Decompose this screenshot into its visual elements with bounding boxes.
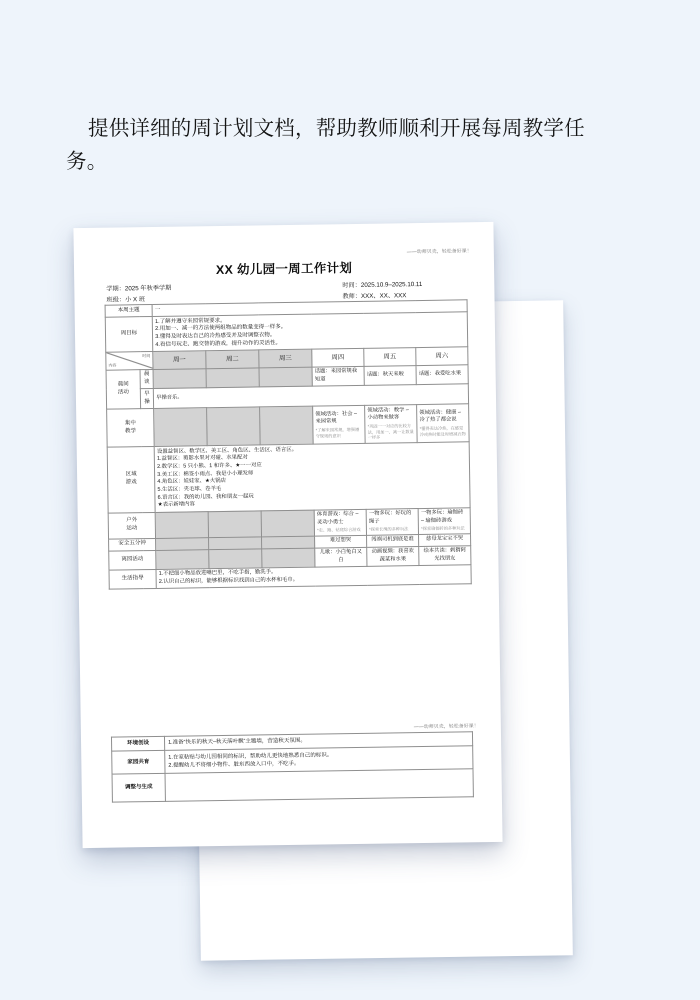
safety-label: 安全五分钟 xyxy=(109,538,156,551)
teaching-wed xyxy=(260,406,314,445)
home-coop-item: 1.在家粘贴与幼儿园相同的标识，帮助幼儿更快地熟悉自己的标识。 xyxy=(168,752,333,761)
exercise-label-char1: 早 xyxy=(144,390,150,398)
morning-activity-label xyxy=(106,369,141,409)
life-guidance-item: 1.不把细小物品放进嘴巴里，不吃手指，勤洗手。 xyxy=(158,569,277,578)
teaching-label-line2: 教学 xyxy=(124,427,136,434)
day-header-fri: 周五 xyxy=(364,348,416,366)
departure-mon xyxy=(156,549,209,569)
header-tagline: ——幼师贝壳，轻松备好课！ xyxy=(406,249,472,256)
outdoor-mon xyxy=(155,511,208,538)
morning-talk-tue xyxy=(206,367,259,388)
corner-header-cell xyxy=(106,352,153,370)
life-guidance-list xyxy=(156,565,471,589)
life-guidance-item: 2.认识自己的标识，能够根据标识找到自己的水杯和毛巾。 xyxy=(158,576,299,585)
teaching-fri-sub: *巩固一一对应的比较方法，用加一、减一让数量一样多 xyxy=(367,422,414,441)
caption-line-2: 务。 xyxy=(66,150,108,174)
region-item: 3.美工区：棉签小雨点、我是小小理发师 xyxy=(157,470,254,478)
safety-thu: 难过想哭 xyxy=(315,535,367,548)
table-row-adjustment xyxy=(112,769,473,802)
home-coop-item: 2.提醒幼儿不将细小物件、脏东西放入口中，不吃手。 xyxy=(168,761,300,770)
teaching-fri-main: 领域活动：数学 – 小动物来做客 xyxy=(367,406,409,422)
morning-talk-wed xyxy=(259,367,312,388)
teacher-label: 教师：XXX、XX、XXX xyxy=(342,291,407,300)
morning-exercise-text: 早操音乐。 xyxy=(153,384,468,408)
morning-talk-label xyxy=(140,369,153,389)
region-games-label xyxy=(107,446,155,512)
day-header-wed: 周三 xyxy=(259,349,312,367)
region-item: 设置益智区、数学区、美工区、角色区、生活区、语言区。 xyxy=(156,446,298,455)
region-label-line1: 区域 xyxy=(125,471,137,478)
day-header-sat: 周六 xyxy=(416,347,468,365)
table-row-region-games xyxy=(107,442,470,513)
weekly-plan-table xyxy=(105,299,472,590)
document-stack xyxy=(0,205,700,935)
region-item: 2.数学区：5 只小熊、1 和许多、★一一对应 xyxy=(157,462,262,470)
outdoor-label xyxy=(108,512,155,539)
theme-value: 一 xyxy=(152,300,467,317)
region-item: 5.生活区：夹毛球、卷羊毛 xyxy=(157,485,222,493)
region-label-line2: 游戏 xyxy=(125,479,137,486)
table-row-goals xyxy=(105,312,468,353)
safety-sat: 慈母龙宝宝不哭 xyxy=(419,533,471,546)
outdoor-label-line1: 户外 xyxy=(126,517,138,524)
footer-tagline: ——幼师贝壳，轻松备好课！ xyxy=(413,724,479,731)
outdoor-sat xyxy=(418,507,470,534)
morning-label-line2: 活动 xyxy=(117,389,129,396)
theme-label: 本周主题 xyxy=(105,304,152,317)
corner-time-label: 时间 xyxy=(142,352,151,359)
morning-talk-mon xyxy=(153,368,206,389)
region-item: 6.语言区：我的幼儿园、我和朋友一起玩 xyxy=(157,493,254,501)
day-header-tue: 周二 xyxy=(206,350,259,368)
teaching-sat-main: 领域活动：健康 – 冷了热了都会说 xyxy=(419,409,461,424)
time-label: 时间：2025.10.9–2025.10.11 xyxy=(342,280,423,290)
morning-talk-thu: 话题：来园常规我知道 xyxy=(312,366,364,387)
outdoor-label-line2: 运动 xyxy=(126,525,138,532)
outdoor-tue xyxy=(208,510,261,537)
goal-item: 4.看信号玩走、跑交替的游戏，提升动作的灵活性。 xyxy=(155,340,281,348)
meta-row-term xyxy=(106,278,466,293)
departure-fri: 动画视频：我喜欢蔬菜和水果 xyxy=(367,546,419,566)
teaching-fri xyxy=(365,405,418,444)
teaching-label-line1: 集中 xyxy=(124,419,136,427)
goals-list xyxy=(152,312,468,352)
departure-wed xyxy=(262,548,315,568)
region-games-list xyxy=(154,442,470,512)
day-header-mon: 周一 xyxy=(153,351,206,369)
teaching-label xyxy=(107,409,155,448)
outdoor-thu-sub: *走、跑、钻爬综合游戏 xyxy=(317,527,361,533)
morning-label-line1: 晨间 xyxy=(117,381,129,388)
teaching-thu-main: 领域活动：社会 – 来园常规 xyxy=(315,410,357,425)
outdoor-fri xyxy=(366,508,418,535)
day-header-thu: 周四 xyxy=(312,349,364,367)
exercise-label-char2: 操 xyxy=(144,398,150,405)
region-item: 1.益智区：剪影水果对对碰、水果配对 xyxy=(157,454,248,463)
morning-talk-sat: 话题：我爱吃水果 xyxy=(416,364,468,385)
table-row-teaching xyxy=(107,404,470,447)
departure-thu: 儿歌：小白兔白又白 xyxy=(315,547,367,567)
term-label: 学期：2025 年秋季学期 xyxy=(106,284,172,293)
adjustment-label: 调整与生成 xyxy=(112,773,165,802)
talk-label-char2: 谈 xyxy=(143,378,150,386)
teaching-thu xyxy=(313,405,366,444)
bottom-table xyxy=(111,731,474,802)
safety-tue xyxy=(209,537,262,550)
morning-exercise-label xyxy=(140,389,153,409)
outdoor-sat-main: 一物多玩：瑜伽砖 – 瑜伽砖游戏 xyxy=(420,509,464,524)
departure-tue xyxy=(209,548,262,568)
teaching-thu-sub: *了解来园常规，增强遵守规则的意识 xyxy=(315,426,360,439)
page-caption xyxy=(66,112,646,178)
goals-label: 周目标 xyxy=(105,316,153,352)
weekly-plan-page[interactable] xyxy=(73,222,502,848)
life-guidance-label: 生活指导 xyxy=(109,569,156,589)
outdoor-sat-sub: *探索瑜伽砖的多种玩法 xyxy=(421,525,465,532)
goal-item: 3.懂得及时表达自己的冷热感受并及时调整衣物。 xyxy=(155,332,276,341)
adjustment-body xyxy=(165,769,473,801)
outdoor-thu xyxy=(314,509,366,536)
departure-label: 离园活动 xyxy=(109,550,156,570)
home-coop-label: 家园共育 xyxy=(112,751,165,775)
teaching-sat-sub: *懂得表达冷热，在感觉冷或热时能及时增减衣物 xyxy=(419,425,466,437)
morning-talk-fri: 话题：秋天来啦 xyxy=(364,365,416,386)
region-item: ★表示新增内容 xyxy=(157,501,195,509)
talk-label-char1: 晨 xyxy=(143,371,150,378)
teaching-mon xyxy=(154,408,208,447)
departure-sat: 绘本共读：刺猬阿光找朋友 xyxy=(419,545,471,565)
environment-label: 环境创设 xyxy=(111,736,164,751)
goal-item: 2.用加一、减一的方法使两组物品的数量变得一样多。 xyxy=(155,324,287,333)
teaching-sat xyxy=(417,404,470,443)
document-title: XX 幼儿园一周工作计划 xyxy=(215,261,353,278)
corner-content-label: 内容 xyxy=(108,362,117,369)
environment-item: 1.准备“快乐的秋天–秋天落叶飘”主题墙，营造秋天氛围。 xyxy=(168,738,306,747)
goal-item: 1.了解并遵守来园常规要求。 xyxy=(154,317,226,325)
region-item: 4.角色区：娃娃家、★火锅店 xyxy=(157,478,227,486)
teaching-tue xyxy=(207,407,261,446)
safety-mon xyxy=(156,537,209,550)
class-label: 班级：小 X 班 xyxy=(106,295,146,304)
outdoor-fri-sub: *探索长绳的多种玩法 xyxy=(369,526,409,532)
caption-line-1: 提供详细的周计划文档，帮助教师顺利开展每周教学任 xyxy=(88,117,585,140)
table-row-life-guidance xyxy=(109,565,471,590)
outdoor-fri-main: 一物多玩：好玩的绳子 xyxy=(368,510,412,525)
safety-fri: 闯祸司机到底是谁 xyxy=(367,534,419,547)
outdoor-wed xyxy=(261,510,314,537)
safety-wed xyxy=(262,536,315,549)
outdoor-thu-main: 体育游戏：综合 – 灵动小勇士 xyxy=(316,511,359,526)
